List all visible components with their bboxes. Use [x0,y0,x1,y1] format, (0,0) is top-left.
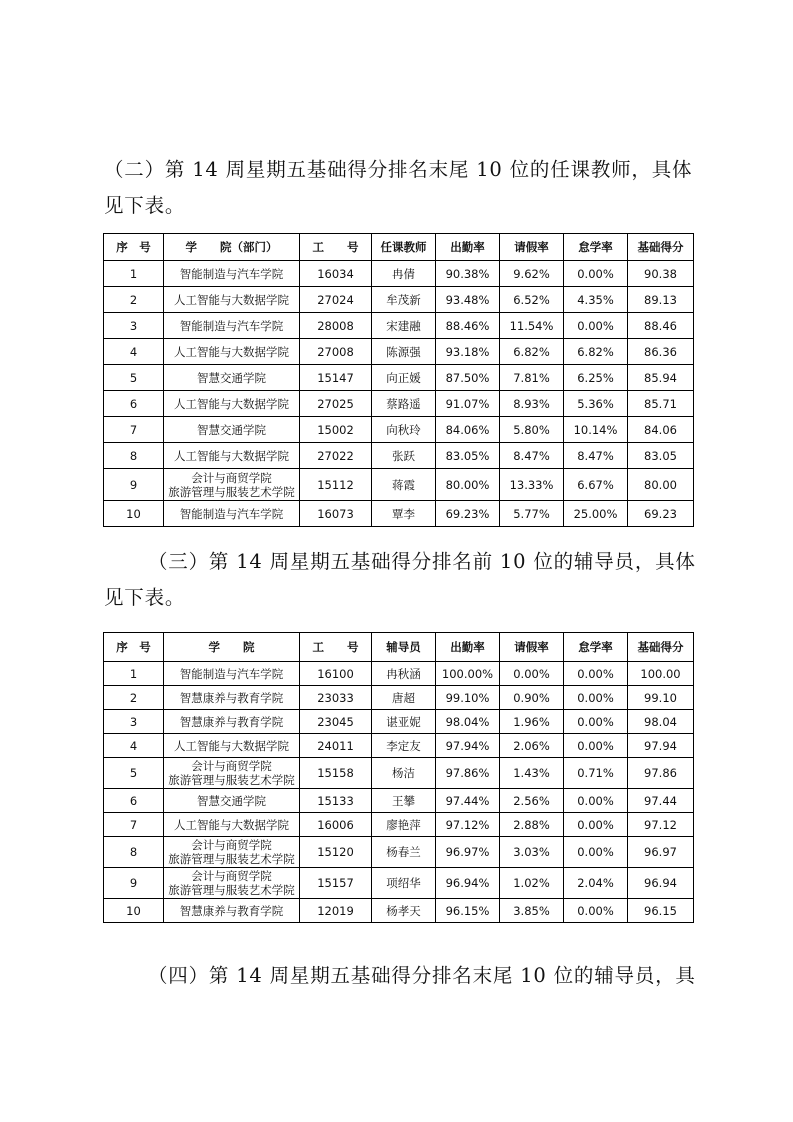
college-cell: 智慧康养与教育学院 [164,686,300,710]
base-score-cell: 83.05 [628,443,694,469]
column-header: 序 号 [104,234,164,261]
attendance-rate-cell: 97.94% [436,734,500,758]
row-number: 9 [104,868,164,899]
staff-id-cell: 16100 [300,662,372,686]
column-header: 工 号 [300,234,372,261]
table-row [104,734,694,758]
leave-rate-cell: 0.90% [500,686,564,710]
truancy-rate-cell: 6.67% [564,469,628,501]
column-header: 出勤率 [436,633,500,662]
truancy-rate-cell: 25.00% [564,501,628,527]
attendance-rate-cell: 96.97% [436,837,500,868]
column-header: 学 院（部门） [164,234,300,261]
row-number: 4 [104,339,164,365]
attendance-rate-cell: 93.48% [436,287,500,313]
truancy-rate-cell: 0.00% [564,837,628,868]
row-number: 6 [104,391,164,417]
staff-id-cell: 16073 [300,501,372,527]
column-header: 工 号 [300,633,372,662]
person-name-cell: 廖艳萍 [372,813,436,837]
person-name-cell: 冉秋涵 [372,662,436,686]
person-name-cell: 向秋玲 [372,417,436,443]
truancy-rate-cell: 0.00% [564,313,628,339]
column-header: 怠学率 [564,234,628,261]
truancy-rate-cell: 0.00% [564,734,628,758]
table-row [104,501,694,527]
attendance-rate-cell: 80.00% [436,469,500,501]
row-number: 2 [104,287,164,313]
staff-id-cell: 27025 [300,391,372,417]
column-header: 基础得分 [628,633,694,662]
table-header-row [104,633,694,662]
person-name-cell: 王攀 [372,789,436,813]
row-number: 5 [104,365,164,391]
row-number: 1 [104,261,164,287]
row-number: 3 [104,710,164,734]
column-header: 辅导员 [372,633,436,662]
person-name-cell: 杨洁 [372,758,436,789]
college-cell: 智慧交通学院 [164,365,300,391]
leave-rate-cell: 7.81% [500,365,564,391]
college-cell: 智能制造与汽车学院 [164,313,300,339]
teacher-bottom10-table [103,233,694,527]
base-score-cell: 96.94 [628,868,694,899]
leave-rate-cell: 1.96% [500,710,564,734]
base-score-cell: 69.23 [628,501,694,527]
staff-id-cell: 16034 [300,261,372,287]
college-line-2: 旅游管理与服装艺术学院 [168,883,295,897]
row-number: 5 [104,758,164,789]
truancy-rate-cell: 0.00% [564,662,628,686]
staff-id-cell: 15147 [300,365,372,391]
base-score-cell: 97.86 [628,758,694,789]
attendance-rate-cell: 100.00% [436,662,500,686]
person-name-cell: 覃李 [372,501,436,527]
row-number: 9 [104,469,164,501]
truancy-rate-cell: 0.00% [564,686,628,710]
table-row [104,443,694,469]
row-number: 6 [104,789,164,813]
section-3-heading: （三）第 14 周星期五基础得分排名前 10 位的辅导员，具体见下表。 [104,550,696,609]
attendance-rate-cell: 91.07% [436,391,500,417]
row-number: 7 [104,417,164,443]
leave-rate-cell: 6.52% [500,287,564,313]
column-header: 出勤率 [436,234,500,261]
truancy-rate-cell: 0.00% [564,789,628,813]
section-4-heading: （四）第 14 周星期五基础得分排名末尾 10 位的辅导员，具 [148,964,696,987]
staff-id-cell: 15158 [300,758,372,789]
attendance-rate-cell: 69.23% [436,501,500,527]
leave-rate-cell: 3.03% [500,837,564,868]
leave-rate-cell: 8.93% [500,391,564,417]
college-cell: 智慧交通学院 [164,417,300,443]
staff-id-cell: 16006 [300,813,372,837]
truancy-rate-cell: 0.71% [564,758,628,789]
college-cell [164,469,300,501]
leave-rate-cell: 8.47% [500,443,564,469]
person-name-cell: 向正媛 [372,365,436,391]
staff-id-cell: 12019 [300,899,372,923]
column-header: 基础得分 [628,234,694,261]
base-score-cell: 88.46 [628,313,694,339]
college-cell: 人工智能与大数据学院 [164,443,300,469]
table-header-row [104,234,694,261]
leave-rate-cell: 1.02% [500,868,564,899]
base-score-cell: 85.71 [628,391,694,417]
truancy-rate-cell: 5.36% [564,391,628,417]
attendance-rate-cell: 84.06% [436,417,500,443]
attendance-rate-cell: 96.15% [436,899,500,923]
attendance-rate-cell: 96.94% [436,868,500,899]
college-line-2: 旅游管理与服装艺术学院 [168,773,295,787]
leave-rate-cell: 2.88% [500,813,564,837]
person-name-cell: 冉倩 [372,261,436,287]
truancy-rate-cell: 6.82% [564,339,628,365]
college-cell [164,868,300,899]
person-name-cell: 杨春兰 [372,837,436,868]
college-cell: 人工智能与大数据学院 [164,391,300,417]
person-name-cell: 陈源强 [372,339,436,365]
base-score-cell: 97.44 [628,789,694,813]
person-name-cell: 谌亚妮 [372,710,436,734]
table-row [104,758,694,789]
college-line-1: 会计与商贸学院 [191,838,272,852]
table-row [104,837,694,868]
column-header: 任课教师 [372,234,436,261]
leave-rate-cell: 11.54% [500,313,564,339]
truancy-rate-cell: 0.00% [564,899,628,923]
staff-id-cell: 23033 [300,686,372,710]
college-line-1: 会计与商贸学院 [191,869,272,883]
column-header: 怠学率 [564,633,628,662]
person-name-cell: 牟茂新 [372,287,436,313]
table-row [104,287,694,313]
college-line-2: 旅游管理与服装艺术学院 [168,852,295,866]
attendance-rate-cell: 97.12% [436,813,500,837]
college-line-1: 会计与商贸学院 [191,470,272,485]
column-header: 请假率 [500,633,564,662]
attendance-rate-cell: 87.50% [436,365,500,391]
table-row [104,313,694,339]
attendance-rate-cell: 88.46% [436,313,500,339]
base-score-cell: 97.12 [628,813,694,837]
table-row [104,789,694,813]
base-score-cell: 96.97 [628,837,694,868]
college-cell [164,837,300,868]
truancy-rate-cell: 0.00% [564,261,628,287]
attendance-rate-cell: 99.10% [436,686,500,710]
row-number: 1 [104,662,164,686]
base-score-cell: 98.04 [628,710,694,734]
staff-id-cell: 27008 [300,339,372,365]
staff-id-cell: 27022 [300,443,372,469]
table-row [104,469,694,501]
person-name-cell: 唐超 [372,686,436,710]
base-score-cell: 100.00 [628,662,694,686]
table-row [104,662,694,686]
staff-id-cell: 15120 [300,837,372,868]
college-line-1: 会计与商贸学院 [191,759,272,773]
leave-rate-cell: 5.80% [500,417,564,443]
attendance-rate-cell: 90.38% [436,261,500,287]
base-score-cell: 84.06 [628,417,694,443]
truancy-rate-cell: 2.04% [564,868,628,899]
college-cell: 人工智能与大数据学院 [164,734,300,758]
table-row [104,868,694,899]
counselor-top10-table [103,632,694,923]
truancy-rate-cell: 0.00% [564,710,628,734]
leave-rate-cell: 2.56% [500,789,564,813]
attendance-rate-cell: 93.18% [436,339,500,365]
table-row [104,899,694,923]
attendance-rate-cell: 98.04% [436,710,500,734]
truancy-rate-cell: 6.25% [564,365,628,391]
leave-rate-cell: 13.33% [500,469,564,501]
column-header: 序 号 [104,633,164,662]
row-number: 10 [104,899,164,923]
person-name-cell: 蒋霞 [372,469,436,501]
row-number: 7 [104,813,164,837]
row-number: 3 [104,313,164,339]
leave-rate-cell: 0.00% [500,662,564,686]
staff-id-cell: 15002 [300,417,372,443]
leave-rate-cell: 2.06% [500,734,564,758]
person-name-cell: 项绍华 [372,868,436,899]
leave-rate-cell: 6.82% [500,339,564,365]
table-row [104,365,694,391]
base-score-cell: 97.94 [628,734,694,758]
table-row [104,339,694,365]
staff-id-cell: 24011 [300,734,372,758]
table-row [104,261,694,287]
leave-rate-cell: 1.43% [500,758,564,789]
truancy-rate-cell: 8.47% [564,443,628,469]
truancy-rate-cell: 0.00% [564,813,628,837]
college-cell: 智能制造与汽车学院 [164,261,300,287]
college-cell: 智慧康养与教育学院 [164,899,300,923]
college-line-2: 旅游管理与服装艺术学院 [168,484,295,499]
table-row [104,813,694,837]
row-number: 8 [104,837,164,868]
staff-id-cell: 15112 [300,469,372,501]
base-score-cell: 96.15 [628,899,694,923]
table-row [104,710,694,734]
staff-id-cell: 27024 [300,287,372,313]
row-number: 2 [104,686,164,710]
row-number: 10 [104,501,164,527]
person-name-cell: 蔡路遥 [372,391,436,417]
person-name-cell: 杨孝天 [372,899,436,923]
table-row [104,686,694,710]
person-name-cell: 李定友 [372,734,436,758]
base-score-cell: 99.10 [628,686,694,710]
person-name-cell: 宋建融 [372,313,436,339]
base-score-cell: 90.38 [628,261,694,287]
college-cell: 智能制造与汽车学院 [164,501,300,527]
college-cell: 人工智能与大数据学院 [164,339,300,365]
row-number: 4 [104,734,164,758]
staff-id-cell: 15157 [300,868,372,899]
attendance-rate-cell: 97.86% [436,758,500,789]
base-score-cell: 80.00 [628,469,694,501]
college-cell: 人工智能与大数据学院 [164,287,300,313]
truancy-rate-cell: 10.14% [564,417,628,443]
row-number: 8 [104,443,164,469]
leave-rate-cell: 9.62% [500,261,564,287]
person-name-cell: 张跃 [372,443,436,469]
section-2-heading: （二）第 14 周星期五基础得分排名末尾 10 位的任课教师，具体见下表。 [104,158,693,217]
college-cell: 智慧交通学院 [164,789,300,813]
base-score-cell: 86.36 [628,339,694,365]
staff-id-cell: 28008 [300,313,372,339]
leave-rate-cell: 3.85% [500,899,564,923]
college-cell: 智慧康养与教育学院 [164,710,300,734]
staff-id-cell: 15133 [300,789,372,813]
college-cell [164,758,300,789]
table-row [104,391,694,417]
base-score-cell: 85.94 [628,365,694,391]
column-header: 学 院 [164,633,300,662]
attendance-rate-cell: 83.05% [436,443,500,469]
table-row [104,417,694,443]
attendance-rate-cell: 97.44% [436,789,500,813]
column-header: 请假率 [500,234,564,261]
college-cell: 人工智能与大数据学院 [164,813,300,837]
truancy-rate-cell: 4.35% [564,287,628,313]
base-score-cell: 89.13 [628,287,694,313]
staff-id-cell: 23045 [300,710,372,734]
college-cell: 智能制造与汽车学院 [164,662,300,686]
leave-rate-cell: 5.77% [500,501,564,527]
